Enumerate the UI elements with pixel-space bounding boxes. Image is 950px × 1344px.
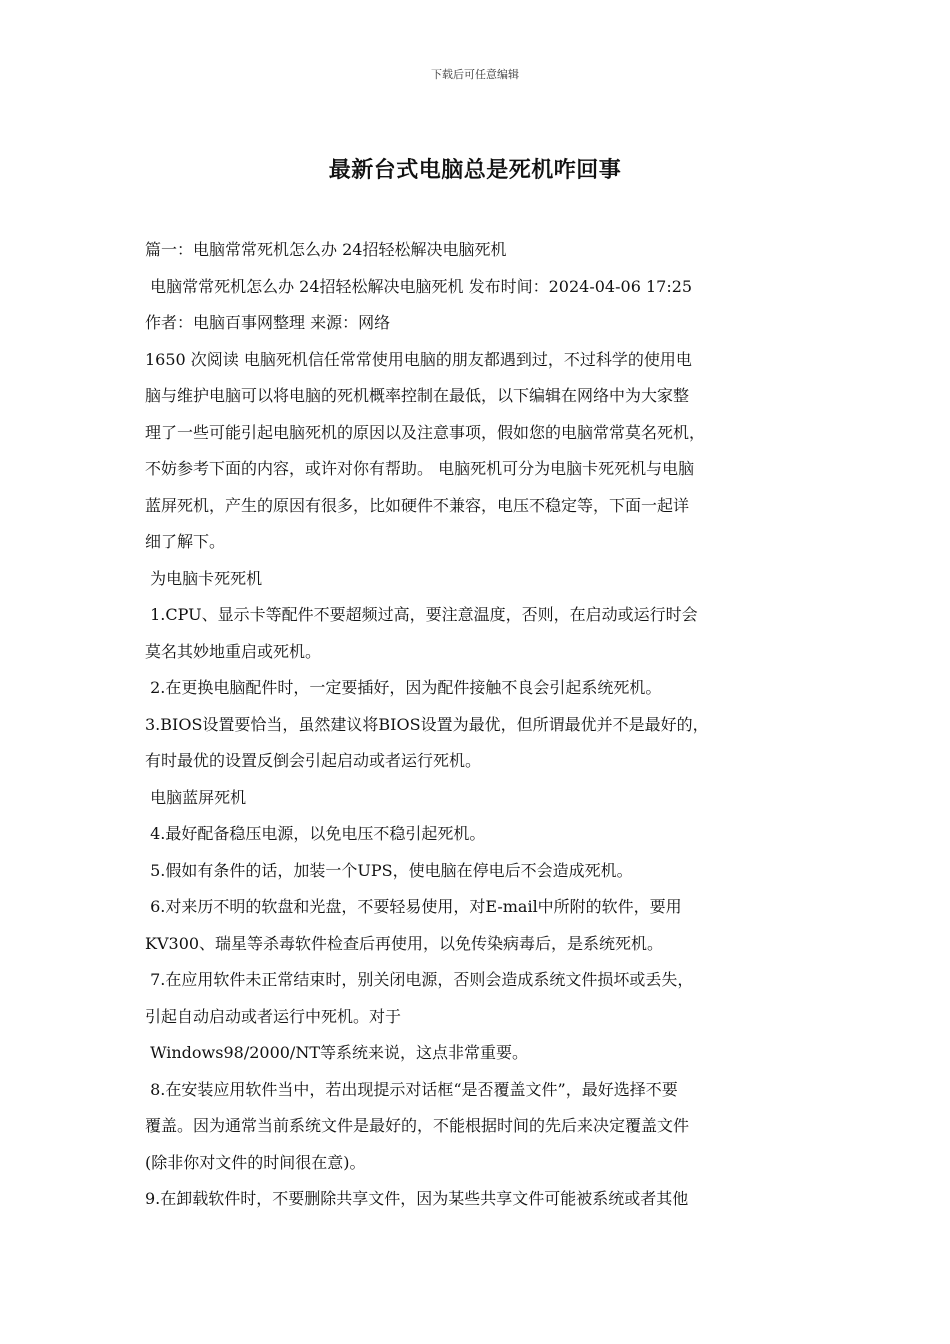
body-line: 1650 次阅读 电脑死机信任常常使用电脑的朋友都遇到过，不过科学的使用电: [145, 349, 692, 369]
body-line: 蓝屏死机，产生的原因有很多，比如硬件不兼容，电压不稳定等，下面一起详: [145, 495, 690, 515]
body-line: 7.在应用软件未正常结束时，别关闭电源，否则会造成系统文件损坏或丢失，: [145, 970, 694, 989]
body-line: 细了解下。: [145, 532, 226, 551]
body-line: 莫名其妙地重启或死机。: [145, 641, 322, 661]
body-line: Windows98/2000/NT等系统来说，这点非常重要。: [145, 1043, 528, 1062]
body-line: 2.在更换电脑配件时，一定要插好，因为配件接触不良会引起系统死机。: [145, 678, 662, 697]
body-line: 篇一：电脑常常死机怎么办 24招轻松解决电脑死机: [145, 240, 507, 259]
body-line: 4.最好配备稳压电源，以免电压不稳引起死机。: [145, 824, 486, 843]
body-line: 理了一些可能引起电脑死机的原因以及注意事项，假如您的电脑常常莫名死机，: [145, 422, 706, 442]
body-line: 作者：电脑百事网整理 来源：网络: [145, 313, 391, 332]
body-line: 引起自动启动或者运行中死机。对于: [145, 1006, 402, 1026]
body-line: (除非你对文件的时间很在意)。: [145, 1152, 366, 1172]
body-line: 8.在安装应用软件当中，若出现提示对话框“是否覆盖文件”，最好选择不要: [145, 1079, 678, 1099]
body-line: 6.对来历不明的软盘和光盘，不要轻易使用，对E-mail中所附的软件，要用: [145, 897, 682, 916]
body-line: 3.BIOS设置要恰当，虽然建议将BIOS设置为最优，但所谓最优并不是最好的，: [145, 714, 709, 734]
body-line: 有时最优的设置反倒会引起启动或者运行死机。: [145, 751, 482, 770]
document-title: 最新台式电脑总是死机咋回事: [328, 158, 622, 183]
header-note: 下载后可任意编辑: [431, 68, 519, 81]
body-line: 电脑常常死机怎么办 24招轻松解决电脑死机 发布时间：2024-04-06 17:25: [145, 276, 693, 296]
body-line: 5.假如有条件的话，加装一个UPS，使电脑在停电后不会造成死机。: [145, 860, 633, 880]
body-line: KV300、瑞星等杀毒软件检查后再使用，以免传染病毒后，是系统死机。: [145, 933, 664, 953]
body-line: 不妨参考下面的内容，或许对你有帮助。 电脑死机可分为电脑卡死死机与电脑: [145, 459, 695, 478]
section-heading: 电脑蓝屏死机: [145, 787, 247, 807]
document-body: [145, 232, 815, 1218]
body-line: 9.在卸载软件时，不要删除共享文件，因为某些共享文件可能被系统或者其他: [145, 1189, 689, 1208]
body-line: 覆盖。因为通常当前系统文件是最好的，不能根据时间的先后来决定覆盖文件: [145, 1116, 690, 1135]
body-line: 1.CPU、显示卡等配件不要超频过高，要注意温度，否则，在启动或运行时会: [145, 605, 698, 624]
section-heading: 为电脑卡死死机: [145, 568, 263, 588]
body-line: 脑与维护电脑可以将电脑的死机概率控制在最低，以下编辑在网络中为大家整: [145, 386, 690, 405]
